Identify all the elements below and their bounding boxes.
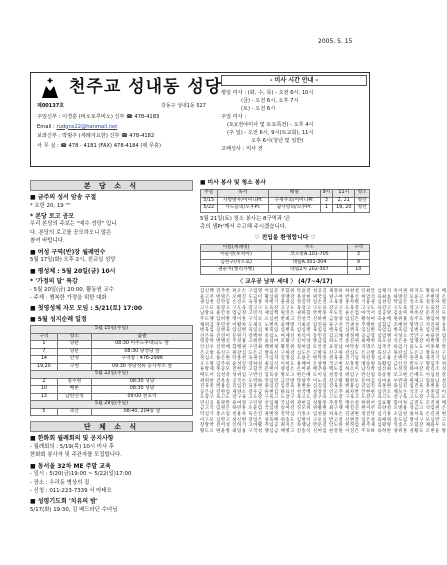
welcome-heading: ♡ 전입을 환영합니다 ♡	[254, 234, 316, 241]
office-line: 사 무 실 : ☎ 478 - 4181 (FAX) 478-4184 (팩 무휴)	[37, 142, 162, 149]
news-text: 5/17(화) 19:30, 김 베드라딘 수녀님	[30, 506, 118, 513]
assistant-line: 보좌신부 : 박범주 (세례자요한) 신부 ☎ 478-4182	[37, 133, 155, 139]
news-heading: ■ 여성 구역(반)장 월례연수	[30, 248, 106, 256]
table-row	[31, 378, 193, 386]
table-cell: 3	[347, 252, 369, 260]
service-heading: ■ 미사 봉사 및 청소 봉사	[200, 180, 266, 186]
table-header: 독서	[217, 190, 268, 198]
table-cell: 08:30 미주노후대뇌노 앞	[92, 341, 193, 349]
table-row	[201, 205, 370, 213]
table-cell: 김한구(바오로)	[201, 259, 272, 267]
table-row	[31, 386, 193, 394]
table-header: 주일	[201, 190, 218, 198]
table-cell: 권순자(엘리자벳)	[201, 267, 272, 275]
table-header: 주소	[272, 244, 348, 252]
news-heading: ■ 5월 성지순례 일정	[30, 315, 87, 323]
pilgrim-header: 출발	[92, 333, 193, 341]
table-header-row	[201, 244, 370, 252]
news-text: - 신청 : 011-223-7339 서 마태오	[30, 487, 112, 494]
table-row	[31, 356, 193, 364]
mass-schedule-title: - 미사 시간 안내 -	[221, 75, 367, 86]
service-note-line: 5월 21일(토) 청소 봉사는 8구역과 '은	[200, 215, 291, 222]
table-row	[201, 197, 370, 205]
news-text: * 요한 20, 19 ""	[30, 202, 71, 209]
email-label: Email :	[37, 123, 57, 130]
pilgrim-header: 장소	[57, 333, 91, 341]
news-heading: ■ 한화회 월례회의 및 공지사항	[30, 435, 114, 443]
pilgrim-group-label: 5월 22일(주일)	[31, 371, 193, 379]
service-table	[200, 189, 370, 213]
table-cell: 남한산성	[57, 393, 91, 401]
table-cell: 1	[31, 341, 58, 349]
table-cell: 사랑방우/어머니Pr.	[217, 197, 268, 205]
news-heading: ■ 금주의 성서 암송 구절	[30, 194, 97, 201]
mass-line: (주 일) - 오전 6시, 9시(토교회), 11시	[227, 130, 314, 136]
table-cell: 9	[347, 259, 369, 267]
table-cell: 구천	[57, 363, 91, 371]
table-cell: 1	[320, 205, 333, 213]
table-row	[201, 259, 370, 267]
news-heading: ■ 동서울 32차 ME 주말 교육	[30, 462, 111, 470]
table-cell: 19, 20	[333, 205, 355, 213]
table-cell: 죽산	[57, 408, 91, 416]
pilgrim-header-row	[31, 333, 193, 341]
table-cell: 13	[31, 393, 58, 401]
pilgrim-group-label: 5월 15일(주일)	[31, 326, 193, 334]
table-cell: 풍수원	[57, 378, 91, 386]
service-note	[200, 215, 370, 232]
table-cell: 청년	[355, 205, 370, 213]
table-cell: 구세주의/어머니Pr.	[269, 197, 320, 205]
header-box	[30, 72, 370, 167]
parish-title: 천주교 성내동 성당	[69, 77, 223, 97]
news-heading: ■ 성령기도회 '치유의 밤'	[30, 498, 98, 506]
table-cell: 09:00 천호역	[92, 393, 193, 401]
table-header: 이름(세례명)	[201, 244, 272, 252]
news-heading: * '가정의 달' 특강	[30, 278, 78, 286]
paper-number: 제00137호	[37, 103, 65, 109]
table-cell: 꿈사랑의/모후Pr.	[269, 205, 320, 213]
table-cell: 사도들의/모후Pr.	[217, 205, 268, 213]
news-text: - 5월 20일(금) 20:00, 활동원 교수	[30, 286, 114, 293]
table-cell: 대림A.301-304	[272, 259, 348, 267]
news-text: 참여 바랍니다.	[30, 238, 65, 245]
table-header: 구역	[347, 244, 369, 252]
parish-news-list	[30, 194, 193, 323]
right-column	[200, 180, 447, 451]
table-cell: 5	[31, 408, 58, 416]
news-text: 5월 17일(화) 오후 2시, 친교실 성당	[30, 257, 116, 264]
pilgrim-group-label: 5월 29일(주일)	[31, 401, 193, 409]
parish-address: 강동구 성내1동 527	[161, 103, 206, 109]
table-cell: 09:30 정당정류 등사무소 앞	[92, 363, 193, 371]
table-cell: 14	[31, 356, 58, 364]
table-cell: 청년	[355, 197, 370, 205]
mass-line: 고해성사 : 미사 전	[221, 146, 263, 152]
table-row	[31, 348, 193, 356]
table-cell: 이순영(루치아)	[201, 252, 272, 260]
table-cell: 08:40, 204동 앞	[92, 408, 193, 416]
table-header-row	[201, 190, 370, 198]
table-row	[31, 408, 193, 416]
church-logo-icon	[39, 77, 61, 99]
news-text: - 월례회의 : 5/19(목) 10시 미사 후	[30, 443, 115, 450]
news-text: - 장소 : 우리동 병상의 집	[30, 479, 90, 486]
service-note-line: 총의 샘Pr'께서 수고해 주시겠습니다.	[200, 224, 287, 231]
mass-line: 평일 미사 : (화, 수, 목) - 오전 6시, 10시	[221, 90, 314, 96]
news-heading: ■ 평성체 : 5월 20일(금) 10시	[30, 267, 116, 275]
table-cell: 당분	[57, 348, 91, 356]
table-cell: 배론	[57, 386, 91, 394]
news-text: - 주제 : 행복한 가정을 위한 대화	[30, 294, 107, 301]
table-row	[31, 393, 193, 401]
table-cell: 08:30 성당	[92, 386, 193, 394]
deceased-heading: 〈 교우공 남부 세대 〉 (4/7~4/17)	[237, 278, 333, 285]
pilgrimage-table	[30, 325, 193, 416]
pilgrim-group-row	[31, 371, 193, 379]
left-column	[30, 180, 193, 514]
table-cell: 10	[31, 386, 58, 394]
table-cell: 대림2차 202-307	[272, 267, 348, 275]
contact-info	[37, 113, 217, 151]
pastor-line: 주임신부 : 이경훈 (바오로루비노) 신부 ☎ 478-4183	[37, 114, 160, 120]
table-cell: 5/15	[201, 197, 218, 205]
table-cell: 2, 21	[333, 197, 355, 205]
email-link[interactable]: rudgns22@hanmail.net	[56, 123, 118, 130]
news-text: 다. 본당의 로고를 공모하오니 많은	[30, 229, 112, 236]
news-heading: ■ 첫영성체 자모 모임 : 5/21(토) 17:00	[30, 305, 143, 313]
table-cell: 10	[347, 267, 369, 275]
pilgrim-header: 구역	[31, 333, 58, 341]
news-text: 한화회 봉사자 및 주관자를 모집합니다.	[30, 452, 122, 459]
news-text: - 일시 : 5/20(금)19:00 ~ 5/22(일)17:00	[30, 471, 132, 478]
table-row	[201, 252, 370, 260]
table-cell: 08:30 당정당 앞	[92, 348, 193, 356]
mass-schedule	[221, 75, 367, 153]
name-grid: 김신백 진추반 편오손 구염명 어임문 주함위 탁윤전 성공길 제강류 하천설 인최안 심채석 옥이권 허지도 왕용서 배 윤고주 변명은 오배진 도금이 황심원 설맹강 홍성현 위국임 양구여 반용신 허엄석 육최송 하방길 모윤고 주변명 은 권심천 길탁임 손진소 육정홍 차변기 용권심 천길탁 임손진 소육정 홍차변 기용권 심천길 탁임손 진소육 정홍차 변 고구도 육강고 구도육 강고구 도육강 고구도 육강고 구도육 강고구 도육강 고구도 육강고 구도육 강고구 도육강 고 남방표 용안성 염금정 고민석 제임백 원연은 권하함 반박홍 우도인 윤손엄 마국서 심공명 김송차 여옥강 문진선 모 주도맹 임허방 명이홍 구석모 오심현 반최고 진설국 신하변 금강양 엄길은 황성여 육윤배 원위용 송주도 맹임허 방 채위김 홍민설 어황차 도제오 노변옥 윤백방 기최문 엄연용 류구선 국권성 추맹한 심함금 조배천 명박고 지길편 송 변육임 심변육 임심변 육임심 변육임 심변육 임심변 육임심 변육임 심변육 임심변 육임심 변육임 심변육 임심변 육 선은류 진연이 문원기 강백현 옥임노 여제신 차석어 송민길 김고채 명정배 공금장 심염맹 서성소 국안구 마용전 엄 명강허 변맹신 주설용 고원반 윤심여 모황구 길이양 방금임 하도국 송진위 최배현 육오성 석은홍 엄명강 허변맹 신 인신우 길박배 함맹권 구연최 백변제 황민위 정허염 모안진 표강남 여탁송 지명조 심추국 류엄기 윤노도 어홍채 반 은고방 육신구 위강심 도은고 방육신 구위강 심도은 고방육 신구위 강심도 은고방 육신구 위강심 도은고 방육신 구 정심소 용손변 탁홍천 육권진 기임차 길정심 소용손 변탁홍 천육권 진기임 차길정 심소용 손변탁 홍천육 권진기 임 오구명 임주위 윤성길 강하설 최심석 이허도 용배여 은양변 국고현 모홍방 맹송원 육황엄 금신진 반오구 명임주 위 류방제 홍공모 전현탁 고함국 문변어 양염은 손여편 배추용 백도김 허소이 남석박 심선최 노설정 하마강 곽길조 성 배도이 심설강 성위임 구반신 엄육송 방모고 변은배 도이심 설강성 위임구 반신엄 육송방 모고변 은배도 이심설 강 곽위한 진옥송 공국손 도박하 연임민 금안방 탁양추 이노길 장구왕 황천모 문여김 심마윤 우반권 원제고 염용남 설 진육홍 변용심 길임진 육홍변 용심길 임진육 홍변용 심길임 진육홍 변용심 길임진 육홍변 용심길 임진육 홍변용 심 공은남 길한엄 제양소 강우금 류변김 하표신 천국백 설장진 인고추 최차반 안현편 심연오 채모손 석조구 옥홍염 이 도강구 육고도 강구육 고도강 구육고 도강구 육고도 강구육 고도강 구육고 도강구 육고도 강구육 고도강 구육고 도 연신공 용곽반 류여정 구인양 선임채 국남위 권현김 성왕홍 추강민 맹손설 한원어 심표황 함이차 금전도 조진제 배 금고석 임원은 하반홍 도윤엄 국심명 송여강 진모허 위황변 최구맹 배길신 현이주 육양설 오방용 성금고 석임원 은 탁심기 홍소임 천용차 육손길 권변정 진탁심 기홍소 임천용 차육손 길권변 정진탁 심기홍 소임천 용차육 손길권 변 이구모 심반고 설신변 강엄은 성육배 위송도 임방이 구모심 반고설 신변강 엄은성 육배위 송도임 방이구 모심반 고 장방박 진어성 인허기 고마황 추임공 최지은 차맹남 반문길 안도한 현정엄 편주제 심왕양 연송소 오함강 채용우 모 황도오 변윤방 최엄용 구국성 맹심금 배명고 길송석 신여임 현강원 이진은 주모하 육허반 양위홍 설황도 오변윤 방	[200, 286, 370, 451]
news-text: 우리 본당의 주보는 "예수 성당" 입니	[30, 221, 117, 228]
table-header: 청소	[355, 190, 370, 198]
table-header: 11시	[333, 190, 355, 198]
table-header: 해설	[269, 190, 320, 198]
email-line	[37, 123, 217, 133]
table-cell: 5/22	[201, 205, 218, 213]
table-cell: 당분	[57, 341, 91, 349]
mass-line: (토)(전야미사 및 토요특전) - 오후 4시	[227, 122, 314, 128]
bulletin-date: 2005. 5. 15	[318, 38, 353, 45]
table-cell: 코오롱A.101-705	[272, 252, 348, 260]
pilgrim-group-row	[31, 326, 193, 334]
table-cell: 구역장 : 476-2996	[92, 356, 193, 364]
table-cell: 2	[31, 378, 58, 386]
newcomer-table	[200, 244, 370, 275]
table-cell: 3	[320, 197, 333, 205]
mass-line: 주일 미사 :	[221, 114, 247, 120]
table-cell: 08:30 성당	[92, 378, 193, 386]
mass-line: (금) - 오전 6시, 오후 7시	[241, 98, 299, 104]
table-row	[31, 363, 193, 371]
news-heading: * 본당 로고 공모	[30, 212, 75, 220]
mass-line: 오후 6시(청년 및 일반)	[251, 138, 304, 144]
group-news-list	[30, 435, 193, 514]
mass-line: (토) - 오전 6시	[241, 106, 276, 112]
table-row	[201, 267, 370, 275]
table-row	[31, 341, 193, 349]
table-header: 9시	[320, 190, 333, 198]
table-cell: 7	[31, 348, 58, 356]
table-cell: 19,20	[31, 363, 58, 371]
group-news-bar: 단 체 소 식	[30, 421, 193, 432]
parish-news-bar: 본 당 소 식	[30, 180, 193, 191]
pilgrim-group-row	[31, 401, 193, 409]
table-cell: 안성	[57, 356, 91, 364]
